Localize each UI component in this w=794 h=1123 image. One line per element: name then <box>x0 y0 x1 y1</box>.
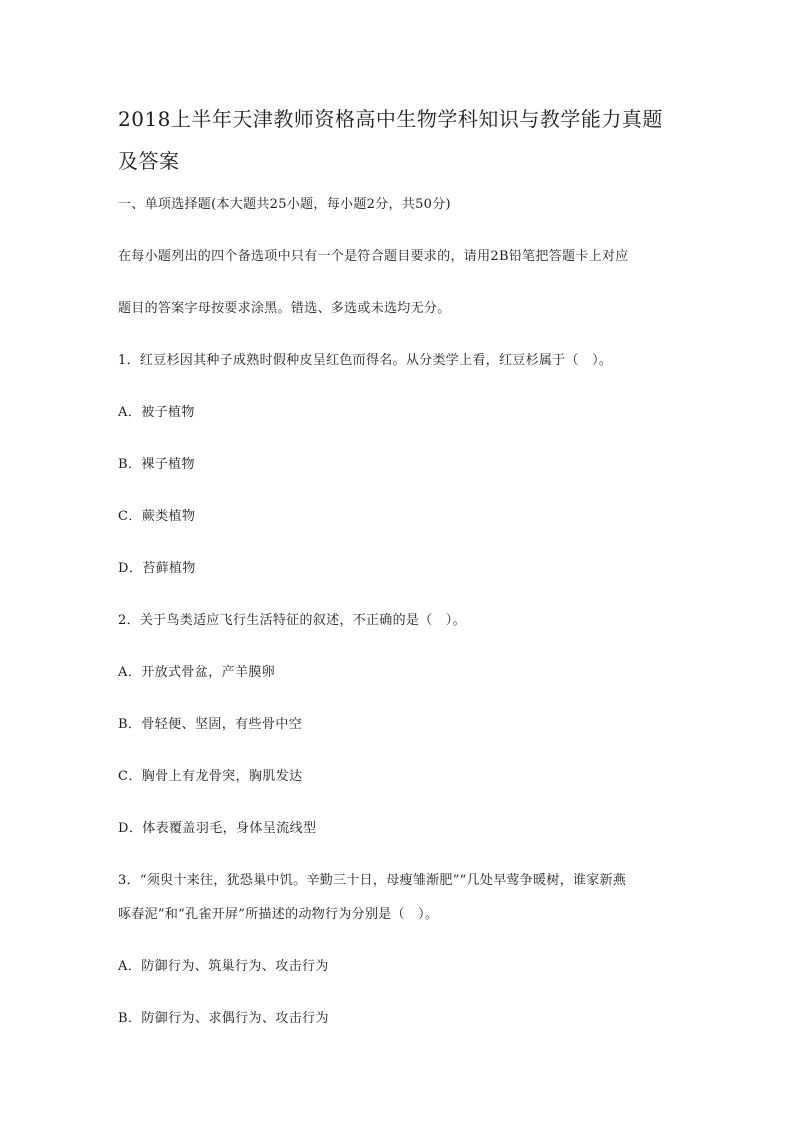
question-2-option-d: D．体表覆盖羽毛，身体呈流线型 <box>118 821 317 836</box>
question-1-option-a: A．被子植物 <box>118 405 195 420</box>
question-1-stem: 1．红豆杉因其种子成熟时假种皮呈红色而得名。从分类学上看，红豆杉属于（ ）。 <box>118 353 613 368</box>
section-heading: 一、单项选择题(本大题共25小题，每小题2分，共50分) <box>118 197 451 212</box>
question-3-stem-line-2: 啄春泥”和“孔雀开屏”所描述的动物行为分别是（ ）。 <box>118 907 439 922</box>
document-title: 2018上半年天津教师资格高中生物学科知识与教学能力真题及答案 <box>118 107 663 173</box>
question-1-option-b: B．裸子植物 <box>118 457 195 472</box>
question-3-stem-line-1: 3．“须臾十来往，犹恐巢中饥。辛勤三十日，母瘦雏渐肥”“几处早莺争暖树，谁家新燕 <box>118 873 627 888</box>
instructions-line-1: 在每小题列出的四个备选项中只有一个是符合题目要求的，请用2B铅笔把答题卡上对应 <box>118 249 629 264</box>
question-3-option-b: B．防御行为、求偶行为、攻击行为 <box>118 1011 329 1026</box>
question-1-option-c: C．蕨类植物 <box>118 509 196 524</box>
question-2-stem: 2．关于鸟类适应飞行生活特征的叙述，不正确的是（ ）。 <box>118 613 466 628</box>
instructions-line-2: 题目的答案字母按要求涂黑。错选、多选或未选均无分。 <box>118 301 451 316</box>
question-2-option-a: A．开放式骨盆，产羊膜卵 <box>118 665 276 680</box>
question-1-option-d: D．苔藓植物 <box>118 561 196 576</box>
question-2-option-b: B．骨轻便、坚固，有些骨中空 <box>118 717 303 732</box>
question-2-option-c: C．胸骨上有龙骨突，胸肌发达 <box>118 769 303 784</box>
question-3-option-a: A．防御行为、筑巢行为、攻击行为 <box>118 959 329 974</box>
